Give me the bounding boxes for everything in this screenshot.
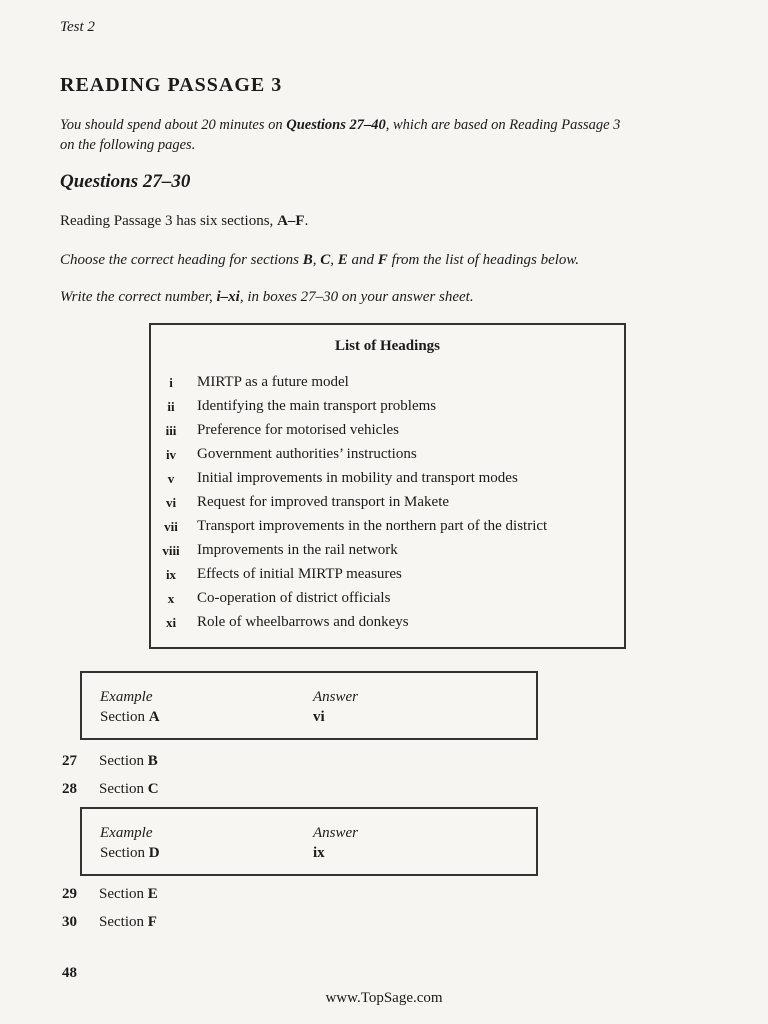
- answer-label: Answer: [313, 689, 358, 705]
- choose-sep: ,: [312, 252, 321, 268]
- question-letter: E: [147, 886, 158, 902]
- example-section: Section: [100, 845, 149, 861]
- intro-range: A–F: [277, 213, 305, 229]
- question-letter: F: [147, 914, 157, 930]
- choose-sep: and: [347, 252, 378, 268]
- question-letter: C: [147, 781, 159, 797]
- question-letter: B: [147, 753, 158, 769]
- headings-list-box: [149, 323, 626, 649]
- choose-letter-c: C: [320, 252, 331, 268]
- question-27: [62, 753, 158, 770]
- heading-number: viii: [162, 543, 180, 558]
- question-29: [62, 886, 158, 903]
- question-text: Section: [99, 781, 148, 797]
- instructions-text-line2: on the following pages.: [60, 137, 196, 153]
- test-label: Test 2: [60, 19, 95, 35]
- question-number: 30: [62, 914, 77, 930]
- choose-instruction: [60, 252, 579, 269]
- heading-text: Preference for motorised vehicles: [197, 422, 399, 438]
- example-answer: ix: [313, 845, 325, 861]
- instructions-questions-range: Questions 27–40: [286, 117, 386, 133]
- heading-number: iii: [165, 423, 177, 438]
- questions-title: Questions 27–30: [60, 171, 191, 192]
- heading-text: Improvements in the rail network: [197, 542, 398, 558]
- heading-text: Government authorities’ instructions: [197, 446, 417, 462]
- heading-number: v: [167, 471, 175, 486]
- heading-text: MIRTP as a future model: [197, 374, 349, 390]
- heading-text: Co-operation of district officials: [197, 590, 391, 606]
- example-right: [313, 687, 358, 727]
- example-section: Section: [100, 709, 149, 725]
- example-section-letter: A: [148, 709, 160, 725]
- choose-letter-b: B: [302, 252, 313, 268]
- heading-number: vi: [165, 495, 177, 510]
- example-answer: vi: [313, 709, 325, 725]
- question-number: 28: [62, 781, 77, 797]
- example-box-1: [80, 671, 538, 740]
- heading-text: Role of wheelbarrows and donkeys: [197, 614, 409, 630]
- headings-list-title: List of Headings: [334, 338, 440, 354]
- example-box-2: [80, 807, 538, 876]
- page-number: 48: [62, 965, 77, 981]
- heading-number: x: [167, 591, 175, 606]
- example-left: [100, 823, 160, 863]
- heading-number: ix: [165, 567, 177, 582]
- choose-letter-e: E: [337, 252, 348, 268]
- passage-title: READING PASSAGE 3: [60, 74, 283, 96]
- heading-text: Initial improvements in mobility and transport modes: [197, 470, 518, 486]
- write-range: i–xi: [216, 289, 240, 305]
- heading-number: i: [169, 375, 173, 390]
- choose-text-end: from the list of headings below.: [387, 252, 580, 268]
- passage-intro: [60, 213, 308, 230]
- write-instruction: [60, 289, 474, 306]
- time-instructions: [60, 115, 720, 155]
- choose-text: Choose the correct heading for sections: [60, 252, 303, 268]
- heading-number: xi: [165, 615, 177, 630]
- example-left: [100, 687, 160, 727]
- intro-end: .: [304, 213, 309, 229]
- example-label: Example: [100, 825, 153, 841]
- instructions-text-cont: , which are based on Reading Passage 3: [385, 117, 621, 133]
- heading-text: Identifying the main transport problems: [197, 398, 437, 414]
- choose-sep: ,: [330, 252, 338, 268]
- intro-text: Reading Passage 3 has six sections,: [60, 213, 278, 229]
- question-text: Section: [99, 753, 148, 769]
- answer-label: Answer: [313, 825, 358, 841]
- instructions-text: You should spend about 20 minutes on: [60, 117, 287, 133]
- footer-url: www.TopSage.com: [325, 990, 443, 1006]
- question-number: 27: [62, 753, 77, 769]
- example-label: Example: [100, 689, 153, 705]
- question-number: 29: [62, 886, 77, 902]
- heading-text: Effects of initial MIRTP measures: [197, 566, 402, 582]
- example-section-letter: D: [148, 845, 160, 861]
- question-text: Section: [99, 886, 148, 902]
- write-text-end: , in boxes 27–30 on your answer sheet.: [239, 289, 474, 305]
- question-30: [62, 914, 157, 931]
- write-text: Write the correct number,: [60, 289, 217, 305]
- choose-letter-f: F: [377, 252, 388, 268]
- question-28: [62, 781, 159, 798]
- heading-text: Transport improvements in the northern part of the district: [197, 518, 548, 534]
- question-text: Section: [99, 914, 148, 930]
- example-right: [313, 823, 358, 863]
- heading-number: vii: [164, 519, 178, 534]
- heading-number: iv: [165, 447, 177, 462]
- heading-text: Request for improved transport in Makete: [197, 494, 450, 510]
- heading-number: ii: [167, 399, 175, 414]
